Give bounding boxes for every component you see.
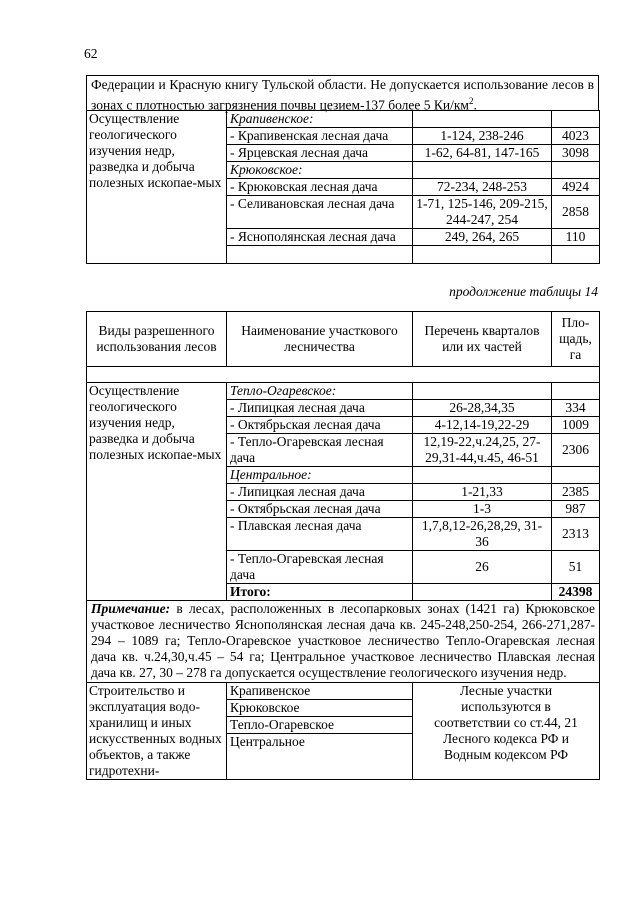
table-b-empty-cell	[552, 383, 600, 400]
table-b-quarters: 1,7,8,12-26,28,29, 31-36	[413, 518, 552, 551]
table-b-empty-cell	[552, 467, 600, 484]
table-b-area: 51	[552, 551, 600, 584]
table-a-empty-cell	[552, 162, 600, 179]
table-b-area: 2313	[552, 518, 600, 551]
table-a-row	[87, 111, 600, 128]
table-a-empty-cell	[413, 246, 552, 264]
table-a-forest-name: - Крюковская лесная дача	[227, 179, 413, 196]
table-b-use-type: Осуществление геологического изучения недр, разведка и добыча полезных ископае-мых	[87, 383, 227, 601]
table-a-area: 4924	[552, 179, 600, 196]
table-b-header-row	[87, 312, 600, 367]
table-b-area: 2306	[552, 434, 600, 467]
table-a-forest-name: - Селивановская лесная дача	[227, 196, 413, 229]
total-label: Итого:	[227, 584, 413, 601]
table-b-empty-cell	[413, 467, 552, 484]
table-a-group-name: Крюковское:	[227, 162, 413, 179]
table-b-forest-name: - Октябрьская лесная дача	[227, 417, 413, 434]
page-number: 62	[84, 46, 98, 61]
table-b-quarters: 1-3	[413, 501, 552, 518]
water-comment: Лесные участки используются в соответствии со ст.44, 21 Лесного кодекса РФ и Водным кодексом РФ	[413, 683, 600, 780]
table-a-empty-cell	[552, 111, 600, 128]
header-quarters: Перечень кварталов или их частей	[413, 312, 552, 367]
header-area: Пло-щадь, га	[552, 312, 600, 367]
table-b-spacer-cell	[87, 367, 600, 383]
water-forestry-item: Крапивенское	[227, 683, 412, 700]
water-forestry-item: Тепло-Огаревское	[227, 717, 412, 734]
table-a-forest-name: - Яснополянская лесная дача	[227, 229, 413, 246]
table-b-row	[87, 383, 600, 400]
table-b-forest-name: - Липицкая лесная дача	[227, 400, 413, 417]
table-b-area: 1009	[552, 417, 600, 434]
table-a-use-type: Осуществление геологического изучения недр, разведка и добыча полезных ископае-мых	[87, 111, 227, 264]
table-a-area: 2858	[552, 196, 600, 229]
table-b-forest-name: - Тепло-Огаревская лесная дача	[227, 434, 413, 467]
table-b-quarters: 1-21,33	[413, 484, 552, 501]
table-b-note-row	[87, 601, 600, 683]
table-b-area: 987	[552, 501, 600, 518]
header-use-type: Виды разрешенного использования лесов	[87, 312, 227, 367]
table-a	[86, 110, 600, 264]
table-b-empty-cell	[413, 584, 552, 601]
note-cell	[87, 601, 600, 683]
table-b-forest-name: - Плавская лесная дача	[227, 518, 413, 551]
total-value: 24398	[552, 584, 600, 601]
table-b-quarters: 26-28,34,35	[413, 400, 552, 417]
table-a-area: 110	[552, 229, 600, 246]
table-a-quarters: 1-71, 125-146, 209-215, 244-247, 254	[413, 196, 552, 229]
top-continuation-box	[86, 75, 599, 111]
top-continuation-text	[87, 76, 598, 114]
table-a-area: 3098	[552, 145, 600, 162]
table-b-area: 2385	[552, 484, 600, 501]
table-a-empty-cell	[227, 246, 413, 264]
top-continuation-superscript: 2	[468, 96, 474, 106]
table-b-spacer-row	[87, 367, 600, 383]
table-b-quarters: 26	[413, 551, 552, 584]
table-b-water-row	[87, 683, 600, 780]
table-a-quarters: 72-234, 248-253	[413, 179, 552, 196]
table-b-group-name: Центральное:	[227, 467, 413, 484]
table-a-quarters: 249, 264, 265	[413, 229, 552, 246]
water-forestry-item: Центральное	[230, 734, 305, 749]
table-b-area: 334	[552, 400, 600, 417]
table-b-forest-name: - Липицкая лесная дача	[227, 484, 413, 501]
water-forestry-item: Крюковское	[227, 700, 412, 717]
table-a-empty-cell	[413, 111, 552, 128]
table-b-forest-name: - Октябрьская лесная дача	[227, 501, 413, 518]
continuation-label: продолжение таблицы 14	[449, 284, 598, 299]
table-b-quarters: 12,19-22,ч.24,25, 27-29,31-44,ч.45, 46-51	[413, 434, 552, 467]
table-b-quarters: 4-12,14-19,22-29	[413, 417, 552, 434]
table-a-area: 4023	[552, 128, 600, 145]
table-a-empty-cell	[552, 246, 600, 264]
water-use-type: Строительство и эксплуатация водо-хранилищ и иных искусственных водных объектов, а также гидротехни-	[87, 683, 227, 780]
table-b-group-name: Тепло-Огаревское:	[227, 383, 413, 400]
table-b-empty-cell	[413, 383, 552, 400]
table-a-empty-cell	[413, 162, 552, 179]
table-a-quarters: 1-62, 64-81, 147-165	[413, 145, 552, 162]
note-label: Примечание:	[91, 601, 171, 616]
note-text: в лесах, расположенных в лесопарковых зонах (1421 га) Крюковское участковое лесничество Яснополянская лесная дача кв. 245-248,250-254, 266-271,287-294 – 1089 га; Тепло-Огаревское участковое лесничество Тепло-Огаревская лесная дача кв. ч.24,30,ч.45 – 54 га; Центральное участковое лесничество Плавская лесная дача кв. 27, 30 – 278 га допускается осуществление геологического изучения недр.	[91, 601, 595, 680]
top-continuation-tail: .	[473, 97, 477, 113]
table-b	[86, 311, 600, 780]
table-a-forest-name: - Ярцевская лесная дача	[227, 145, 413, 162]
water-forestries-cell	[227, 683, 413, 780]
table-a-group-name: Крапивенское:	[227, 111, 413, 128]
table-b-forest-name: - Тепло-Огаревская лесная дача	[227, 551, 413, 584]
header-forestry: Наименование участкового лесничества	[227, 312, 413, 367]
table-a-quarters: 1-124, 238-246	[413, 128, 552, 145]
top-continuation-main: Федерации и Красную книгу Тульской области. Не допускается использование лесов в зонах с плотностью загрязнения почвы цезием-137 более 5 Ки/км	[91, 77, 594, 113]
table-a-forest-name: - Крапивенская лесная дача	[227, 128, 413, 145]
